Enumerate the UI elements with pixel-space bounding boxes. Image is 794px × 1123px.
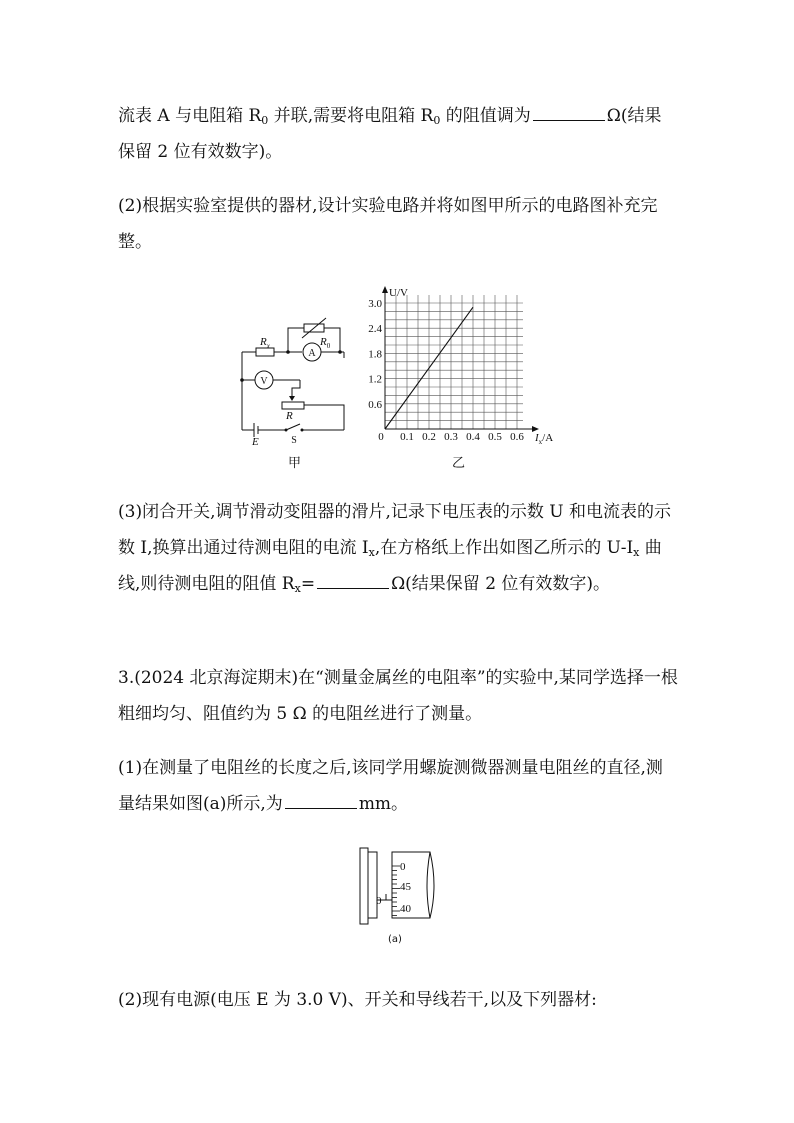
subscript: 0	[433, 114, 441, 127]
origin-label: 0	[378, 431, 384, 443]
answer-blank[interactable]	[317, 568, 389, 589]
grid	[385, 295, 523, 429]
x-axis-label: $I_x/A$	[535, 432, 554, 446]
text-segment: 流表 A 与电阻箱 R	[118, 106, 262, 126]
text-segment: 的阻值调为	[440, 106, 531, 126]
micrometer-anvil	[360, 848, 368, 924]
thimble-label-45: 45	[400, 881, 411, 893]
y-tick-label: 3.0	[368, 298, 382, 310]
switch-lever	[286, 424, 300, 430]
text-segment: mm。	[358, 794, 409, 814]
ammeter-label: A	[308, 348, 316, 359]
switch-label: S	[291, 435, 297, 446]
rx-label: $R_x$	[260, 336, 270, 350]
x-tick-label: 0.4	[466, 431, 480, 443]
question-2-2: (2)根据实验室提供的器材,设计实验电路并将如图甲所示的电路图补充完整。	[118, 196, 658, 252]
micrometer-figure	[352, 846, 442, 928]
main-scale-zero: 0	[376, 895, 382, 907]
text-segment: 曲线,则待测电阻的阻值 R	[118, 538, 662, 594]
micrometer-frame	[368, 852, 377, 918]
question-3-1	[118, 750, 678, 822]
circuit-diagram	[236, 316, 352, 446]
y-tick-label: 1.8	[368, 348, 382, 361]
text-segment: Ω(结果保留 2 位有效数字)。	[391, 574, 611, 594]
rheostat-label: R	[286, 410, 293, 422]
x-tick-label: 0.3	[444, 431, 458, 443]
emf-label: E	[252, 436, 259, 446]
rheostat-box	[282, 402, 304, 409]
text-segment: Ω(结果保留 2 位有效数字)。	[118, 106, 662, 162]
rx-resistor-box	[256, 348, 274, 356]
micrometer-caption: (a)	[388, 934, 402, 945]
subscript: x	[633, 546, 640, 559]
r0-label: $R_0$	[320, 336, 331, 350]
micrometer-thimble	[392, 852, 434, 918]
paragraph-1	[118, 98, 678, 170]
y-tick-label: 2.4	[368, 323, 382, 336]
thimble-label-0: 0	[400, 861, 406, 873]
u-i-graph	[360, 280, 570, 448]
y-axis-arrow	[382, 286, 388, 293]
x-tick-label: 0.6	[510, 431, 524, 443]
x-tick-label: 0.1	[400, 431, 414, 443]
question-3-2: (2)现有电源(电压 E 为 3.0 V)、开关和导线若干,以及下列器材:	[118, 990, 597, 1010]
answer-blank[interactable]	[285, 788, 357, 809]
circuit-caption: 甲	[288, 456, 302, 471]
text-segment: =	[300, 574, 316, 594]
subscript: 0	[261, 114, 269, 127]
graph-caption: 乙	[452, 456, 466, 471]
y-tick-label: 1.2	[368, 373, 382, 386]
subscript: x	[368, 546, 375, 559]
question-2-3	[118, 494, 678, 602]
text-segment: (1)在测量了电阻丝的长度之后,该同学用螺旋测微器测量电阻丝的直径,测量结果如图(a)所示,为	[118, 758, 663, 814]
text-segment: 并联,需要将电阻箱 R	[268, 106, 434, 126]
answer-blank[interactable]	[533, 100, 605, 121]
subscript: x	[294, 582, 301, 595]
x-tick-label: 0.2	[422, 431, 436, 443]
y-axis-label: U/V	[389, 287, 408, 299]
text-segment: ,在方格纸上作出如图乙所示的 U-I	[374, 538, 634, 558]
voltmeter-label: V	[260, 376, 268, 387]
y-tick-label: 0.6	[368, 398, 382, 411]
question-3-intro: 3.(2024 北京海淀期末)在“测量金属丝的电阻率”的实验中,某同学选择一根粗细均匀、阻值约为 5 Ω 的电阻丝进行了测量。	[118, 668, 678, 724]
thimble-label-40: 40	[400, 903, 411, 915]
text-segment: (3)闭合开关,调节滑动变阻器的滑片,记录下电压表的示数 U 和电流表的示数 I,换算出通过待测电阻的电流 I	[118, 502, 672, 558]
axes	[382, 286, 539, 432]
x-tick-label: 0.5	[488, 431, 502, 443]
